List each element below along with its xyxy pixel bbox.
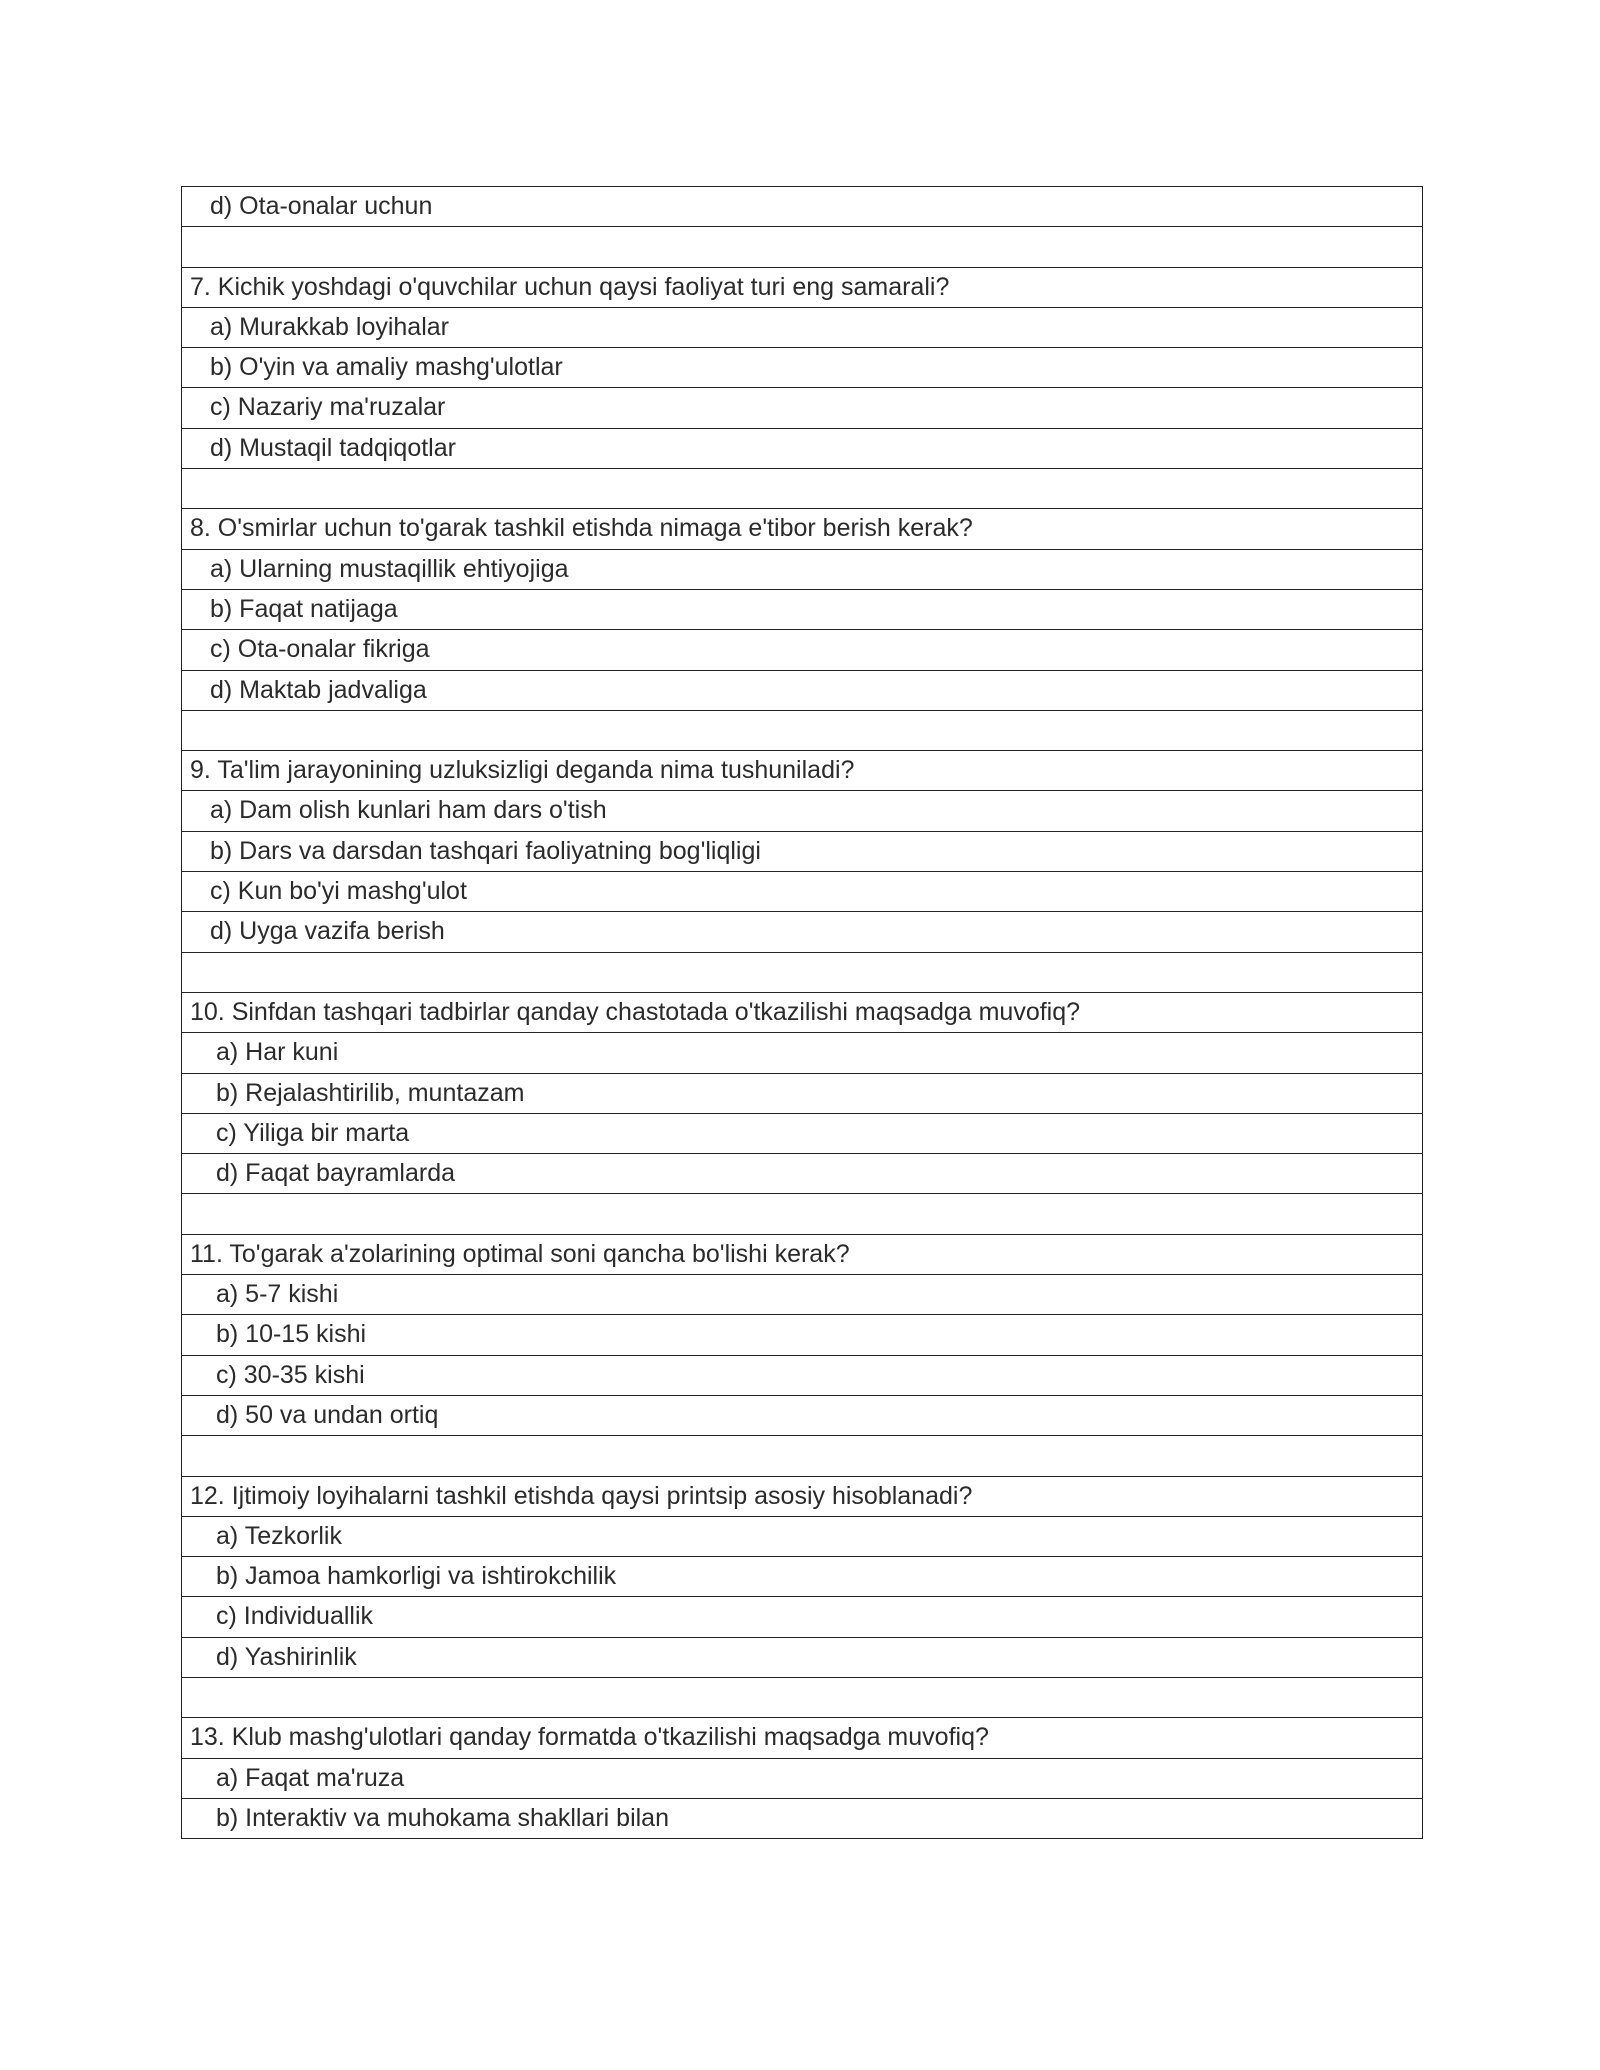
answer-option-row: c) 30-35 kishi: [182, 1356, 1422, 1396]
question-row: 8. O'smirlar uchun to'garak tashkil etishda nimaga e'tibor berish kerak?: [182, 509, 1422, 549]
answer-option-row: c) Ota-onalar fikriga: [182, 630, 1422, 670]
answer-option-row: a) Dam olish kunlari ham dars o'tish: [182, 791, 1422, 831]
blank-row: [182, 1194, 1422, 1234]
blank-row: [182, 1678, 1422, 1718]
answer-option-row: c) Yiliga bir marta: [182, 1114, 1422, 1154]
answer-option-row: d) Uyga vazifa berish: [182, 912, 1422, 952]
answer-option-row: b) 10-15 kishi: [182, 1315, 1422, 1355]
answer-option-row: b) Rejalashtirilib, muntazam: [182, 1074, 1422, 1114]
answer-option-row: b) O'yin va amaliy mashg'ulotlar: [182, 348, 1422, 388]
answer-option-row: d) 50 va undan ortiq: [182, 1396, 1422, 1436]
question-row: 13. Klub mashg'ulotlari qanday formatda o'tkazilishi maqsadga muvofiq?: [182, 1718, 1422, 1758]
blank-row: [182, 711, 1422, 751]
answer-option-row: a) Faqat ma'ruza: [182, 1759, 1422, 1799]
question-row: 9. Ta'lim jarayonining uzluksizligi deganda nima tushuniladi?: [182, 751, 1422, 791]
answer-option-row: d) Ota-onalar uchun: [182, 187, 1422, 227]
blank-row: [182, 1436, 1422, 1476]
answer-option-row: c) Kun bo'yi mashg'ulot: [182, 872, 1422, 912]
answer-option-row: d) Faqat bayramlarda: [182, 1154, 1422, 1194]
answer-option-row: a) Ularning mustaqillik ehtiyojiga: [182, 550, 1422, 590]
answer-option-row: b) Jamoa hamkorligi va ishtirokchilik: [182, 1557, 1422, 1597]
answer-option-row: d) Maktab jadvaliga: [182, 671, 1422, 711]
blank-row: [182, 469, 1422, 509]
answer-option-row: b) Interaktiv va muhokama shakllari bilan: [182, 1799, 1422, 1839]
answer-option-row: d) Yashirinlik: [182, 1638, 1422, 1678]
question-row: 10. Sinfdan tashqari tadbirlar qanday chastotada o'tkazilishi maqsadga muvofiq?: [182, 993, 1422, 1033]
blank-row: [182, 953, 1422, 993]
answer-option-row: a) 5-7 kishi: [182, 1275, 1422, 1315]
answer-option-row: a) Har kuni: [182, 1033, 1422, 1073]
blank-row: [182, 227, 1422, 267]
answer-option-row: a) Murakkab loyihalar: [182, 308, 1422, 348]
answer-option-row: b) Dars va darsdan tashqari faoliyatning bog'liqligi: [182, 832, 1422, 872]
answer-option-row: b) Faqat natijaga: [182, 590, 1422, 630]
answer-option-row: c) Nazariy ma'ruzalar: [182, 388, 1422, 428]
question-row: 7. Kichik yoshdagi o'quvchilar uchun qaysi faoliyat turi eng samarali?: [182, 268, 1422, 308]
quiz-table: [181, 186, 1423, 1839]
question-row: 12. Ijtimoiy loyihalarni tashkil etishda qaysi printsip asosiy hisoblanadi?: [182, 1477, 1422, 1517]
answer-option-row: d) Mustaqil tadqiqotlar: [182, 429, 1422, 469]
question-row: 11. To'garak a'zolarining optimal soni qancha bo'lishi kerak?: [182, 1235, 1422, 1275]
answer-option-row: c) Individuallik: [182, 1597, 1422, 1637]
answer-option-row: a) Tezkorlik: [182, 1517, 1422, 1557]
